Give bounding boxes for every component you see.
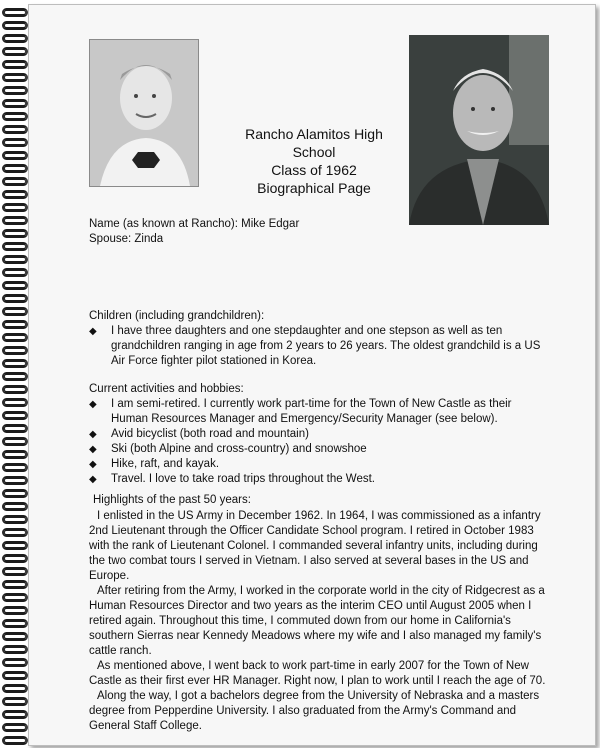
- activity-item-text: Ski (both Alpine and cross-country) and snowshoe: [111, 443, 367, 455]
- activity-item-text: I am semi-retired. I currently work part-time for the Town of New Castle as their Human Resources Manager and Emergency/Security Manager (see below).: [111, 398, 512, 425]
- spiral-coil: [2, 99, 28, 108]
- current-photo: [409, 35, 549, 225]
- title-school-line-1: Rancho Alamitos High: [245, 126, 383, 142]
- list-item: [89, 472, 549, 487]
- spiral-coil: [2, 346, 28, 355]
- children-item-text: I have three daughters and one stepdaughter and one stepson as well as ten grandchildren ranging in age from 2 years to 26 years. The oldest grandchild is a US Air Force fighter pilot stationed in Korea.: [111, 325, 541, 367]
- highlights-paragraph: I enlisted in the US Army in December 1962. In 1964, I was commissioned as a infantry 2nd Lieutenant through the Officer Candidate School program. I retired in October 1983 with the rank of Lieutenant Colonel. I commanded several infantry units, including during the two combat tours I served in Vietnam. I also served at several bases in the US and Europe.: [89, 510, 541, 582]
- spiral-coil: [2, 515, 28, 524]
- spiral-coil: [2, 229, 28, 238]
- spiral-coil: [2, 463, 28, 472]
- spiral-coil: [2, 502, 28, 511]
- spiral-coil: [2, 632, 28, 641]
- spouse-line: Spouse: Zinda: [89, 233, 164, 245]
- spiral-coil: [2, 190, 28, 199]
- title-school-line-2: School: [292, 144, 336, 160]
- spiral-coil: [2, 684, 28, 693]
- spiral-coil: [2, 476, 28, 485]
- spiral-coil: [2, 8, 28, 17]
- spiral-coil: [2, 320, 28, 329]
- spiral-coil: [2, 411, 28, 420]
- highlights-paragraph: As mentioned above, I went back to work part-time in early 2007 for the Town of New Castle as their first ever HR Manager. Right now, I plan to work until I reach the age of 70.: [89, 660, 546, 687]
- spiral-coil: [2, 177, 28, 186]
- highlights-paragraph: Along the way, I got a bachelors degree from the University of Nebraska and a masters degree from Pepperdine University. I also graduated from the Army's Command and General Staff College.: [89, 690, 540, 732]
- spiral-coil: [2, 21, 28, 30]
- spiral-coil: [2, 333, 28, 342]
- spiral-coil: [2, 73, 28, 82]
- spiral-coil: [2, 60, 28, 69]
- spiral-coil: [2, 385, 28, 394]
- spiral-coil: [2, 281, 28, 290]
- spiral-coil: [2, 203, 28, 212]
- spiral-coil: [2, 541, 28, 550]
- spiral-coil: [2, 619, 28, 628]
- spiral-coil: [2, 164, 28, 173]
- spiral-coil: [2, 450, 28, 459]
- spiral-coil: [2, 255, 28, 264]
- spiral-coil: [2, 294, 28, 303]
- spiral-coil: [2, 34, 28, 43]
- biography-page: [28, 4, 596, 746]
- spiral-coil: [2, 489, 28, 498]
- list-item: [89, 457, 549, 472]
- spiral-coil: [2, 398, 28, 407]
- spiral-coil: [2, 372, 28, 381]
- spiral-coil: [2, 138, 28, 147]
- diamond-bullet-icon: ◆: [89, 399, 97, 410]
- spiral-coil: [2, 47, 28, 56]
- spiral-coil: [2, 216, 28, 225]
- highlights-paragraph: After retiring from the Army, I worked in the corporate world in the city of Ridgecrest as a Human Resources Director and two years as the interim CEO until August 2005 when I retired again. Throughout this time, I commuted down from our home in California's southern Sierras near Kennedy Meadows where my wife and I also managed my family's cattle ranch.: [89, 585, 545, 657]
- highlights-body: [89, 509, 551, 734]
- spiral-coil: [2, 723, 28, 732]
- spiral-coil: [2, 593, 28, 602]
- activity-item-text: Hike, raft, and kayak.: [111, 458, 220, 470]
- page-title: [214, 125, 414, 197]
- title-page-line: Biographical Page: [257, 180, 371, 196]
- spiral-coil: [2, 528, 28, 537]
- activity-item-text: Travel. I love to take road trips throughout the West.: [111, 473, 375, 485]
- title-class-line: Class of 1962: [271, 162, 357, 178]
- spiral-coil: [2, 307, 28, 316]
- spiral-coil: [2, 697, 28, 706]
- yearbook-photo: [89, 39, 199, 187]
- activities-list: [89, 397, 549, 487]
- name-line: Name (as known at Rancho): Mike Edgar: [89, 218, 300, 230]
- diamond-bullet-icon: ◆: [89, 459, 97, 470]
- diamond-bullet-icon: ◆: [89, 429, 97, 440]
- spiral-coil: [2, 671, 28, 680]
- activity-item-text: Avid bicyclist (both road and mountain): [111, 428, 309, 440]
- spiral-coil: [2, 268, 28, 277]
- diamond-bullet-icon: ◆: [89, 474, 97, 485]
- spiral-coil: [2, 151, 28, 160]
- spiral-coil: [2, 606, 28, 615]
- spiral-coil: [2, 580, 28, 589]
- spiral-coil: [2, 567, 28, 576]
- spiral-coil: [2, 645, 28, 654]
- diamond-bullet-icon: ◆: [89, 444, 97, 455]
- spiral-coil: [2, 112, 28, 121]
- activities-heading: Current activities and hobbies:: [89, 383, 244, 395]
- children-list: [89, 324, 549, 369]
- highlights-heading: Highlights of the past 50 years:: [93, 494, 251, 506]
- spiral-coil: [2, 710, 28, 719]
- children-heading: Children (including grandchildren):: [89, 310, 265, 322]
- list-item: [89, 397, 549, 427]
- spiral-coil: [2, 554, 28, 563]
- spiral-coil: [2, 125, 28, 134]
- diamond-bullet-icon: ◆: [89, 326, 97, 337]
- spiral-coil: [2, 424, 28, 433]
- spiral-coil: [2, 359, 28, 368]
- list-item: [89, 427, 549, 442]
- spiral-coil: [2, 736, 28, 745]
- list-item: [89, 324, 549, 369]
- spiral-coil: [2, 242, 28, 251]
- spiral-coil: [2, 658, 28, 667]
- spiral-coil: [2, 86, 28, 95]
- list-item: [89, 442, 549, 457]
- spiral-coil: [2, 437, 28, 446]
